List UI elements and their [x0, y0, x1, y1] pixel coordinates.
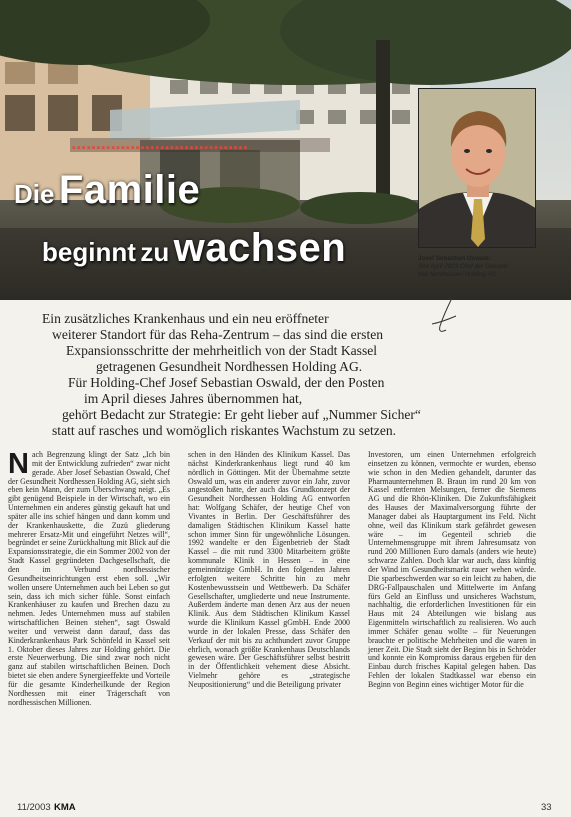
headline-word-wachsen: wachsen	[173, 226, 347, 270]
headline-word-zu: zu	[140, 237, 170, 267]
issue-number: 11/2003	[17, 802, 51, 813]
building-sign: ▪▪▪▪▪▪▪▪▪▪▪▪▪▪▪▪▪▪▪▪▪▪▪▪▪▪▪▪▪▪▪▪▪▪▪▪	[72, 142, 249, 154]
headline-word-familie: Familie	[58, 168, 201, 212]
page-footer	[0, 798, 571, 817]
caption-line-1: Seit April 2003 Chef der Gesund-	[418, 263, 509, 270]
drop-cap: N	[8, 448, 29, 480]
headline-line-1	[14, 168, 200, 213]
caption-line-2: heit Nordhessen Holding AG.	[418, 271, 498, 278]
page-number: 33	[541, 802, 552, 813]
headline-word-die: Die	[14, 179, 55, 209]
body-column-2	[188, 451, 350, 690]
lead-line: Ein zusätzliches Krankenhaus und ein neu eröffneter	[42, 311, 329, 326]
lead-line: statt auf rasches und womöglich riskantes Wachstum zu setzen.	[52, 423, 397, 438]
headline-line-2	[42, 226, 346, 271]
lead-line: weiterer Standort für das Reha-Zentrum – das sind die ersten	[52, 327, 384, 342]
lead-line: im April dieses Jahres übernommen hat,	[84, 391, 303, 406]
lead-line: Für Holding-Chef Josef Sebastian Oswald, der den Posten	[68, 375, 385, 390]
magazine-name: KMA	[54, 802, 76, 813]
body-column-3	[368, 451, 536, 690]
portrait-photo	[418, 88, 536, 248]
lead-line: getragenen Gesundheit Nordhessen Holding AG.	[96, 359, 363, 374]
portrait-caption	[418, 255, 568, 279]
headline-word-beginnt: beginnt	[42, 237, 136, 267]
column-1-text: ach Begrenzung klingt der Satz „Ich bin mit der Entwicklung zufrieden“ zwar nicht gerade. Aber Josef Sebastian Oswald, Chef der Gesundheit Nordhessen Holding AG, sieht sich eben kein Mann, der zum Überschwang neigt. „Es gibt genügend Beispiele in der Wirtschaft, wo ein Unternehmen ein anderes günstig gekauft hat und später alle ins schief hängen und dann komm und der Krankenhauskette, die Zuzü gliederung mehrerer Ersatz-Mit und eingeführt Netzes will“, begründet er seine Zurückhaltung mit Blick auf die Expansionsstrategie, die ein Sommer 2002 von der Stadt Kassel gegründeten Dachgesellschaft, die den im Verbund nordhessischer Gesundheitseinrichtungen erst eben soll. „Wir wollen unsere Unternehmen auch bei Leben so gut sein, dass ich mich sicher fühle. Sonst einfach Krankenhäuser zu kaufen und Brechen dazu zu nehmen. Jedes Unternehmen muss auf stabilen wirtschaftlichen Beinen stehen“, sagt Oswald weiter und verweist dann darauf, dass das Kinderkrankenhaus Park Schönfeld in Kassel seit 1. Oktober dieses Jahres zur Holding gehört. Die erste Neuerwerbung. Die sind zwar noch nicht ganz auf stabilen wirtschaftlichen Beinen. Doch bietet sie eben andere Synergieeffekte und Vorteile für die gesamte Kinderheilkunde der Region Nordhessen mit einer Trägerschaft von nordhessischen Millionen.	[8, 450, 170, 707]
caption-name: Josef Sebastian Oswald:	[418, 255, 491, 262]
portrait-illustration	[419, 89, 536, 248]
column-2-text: schen in den Händen des Klinikum Kassel. Das nächst Kinderkrankenhaus liegt rund 40 km nördlich in Göttingen. Mit der Übernahme setzte Oswald um, was ein anderer zuvor ein Jahr, zuvor angestoßen hatte, der auch das Grundkonzept der Gesundheit Nordhessen Holding AG entworfen hat: Wolfgang Schäfer, der heutige Chef von Vivantes in Berlin. Der Geschäftsführer des damaligen Städtischen Klinikum Kassel hatte schon immer Sinn für ungewöhnliche Lösungen. 1992 wandelte er den Eigenbetrieb der Stadt Kassel – die mit rund 3300 Mitarbeitern größte kommunale Klinik in Hessen – in eine gemeinnützige GmbH. In den folgenden Jahren erfolgten weitere Schritte hin zu mehr Kostenbewusstsein und Wettbewerb. Da Schäfer Gesellschafter, umgliederte und neue Instrumente. Außerdem änderte man denen Arz aus der neuen Klinik. Aus dem Städtischen Klinikum Kassel wurde die Klinikum Kassel gGmbH. Ende 2000 wurde in der lokalen Presse, dass Schäfer den Verkauf der mit bis zu achthundert zuvor Gruppe ehrlich, wonach größte Krankenhaus Deutschlands gewesen wäre. Der Geschäftsführer selbst bestritt in der Öffentlichkeit vehement diese Absicht. Vielmehr gehöre es „strategische Neupositionierung“ und die Beteiligung privater	[188, 450, 350, 689]
handwritten-mark	[422, 296, 462, 338]
lead-line: gehört Bedacht zur Strategie: Er geht lieber auf „Nummer Sicher“	[62, 407, 421, 422]
column-3-text: Investoren, um einen Unternehmen erfolgreich einsetzen zu können, vermochte er wurden, ebenso wie schon in den Medien gehandelt, darunter das Pharmaunternehmen B. Braun im rund 20 km von Kassel entfernten Melsungen, ferner die Siemens AG und die Rhön-Kliniken. Die Zukunftsfähigkeit des Hauses der Maximalversorgung führte der Manager dabei als Hauptargument ins Feld. Nicht ohne, weil das Klinikum stark gefährdet gewesen wäre – im Gegenteil schrieb die Unternehmensgruppe mit ihrem Jahresumsatz von rund 200 Millionen Euro damals (anders wie heute) schwarze Zahlen. Doch klar war auch, dass künftig der Wind im Gesundheitsmarkt rauer wehen würde. Die sparbeschwerden war so ein leicht zu haben, die DRG-Fallpauschalen und Mittelwerte im Anfang fürs Geld an Einfluss und unsicheres Wachstum, nachhaltig, die erforderlichen Investitionen für ein Haus mit 24 Abteilungen wie bislang aus Eigenmitteln wirtschaftlich zu realisieren. Wo auch immer Schäfer genau wollte – für Neuerungen brauchte er politische Mehrheiten und die waren in jener Zeit. Die Stadt sieht der Beginn bis in Schröder und konnte ein Kompromiss daraus ergeben für den Einbau durch frisches Kapital gelegen haben. Das Fehlen der lokalen Stadtkassel war ebenso ein Beginn von Beginn eines wichtiger Motor für die	[368, 450, 536, 689]
lead-line: Expansionsschritte der mehrheitlich von der Stadt Kassel	[66, 343, 378, 358]
body-column-1	[8, 448, 170, 707]
